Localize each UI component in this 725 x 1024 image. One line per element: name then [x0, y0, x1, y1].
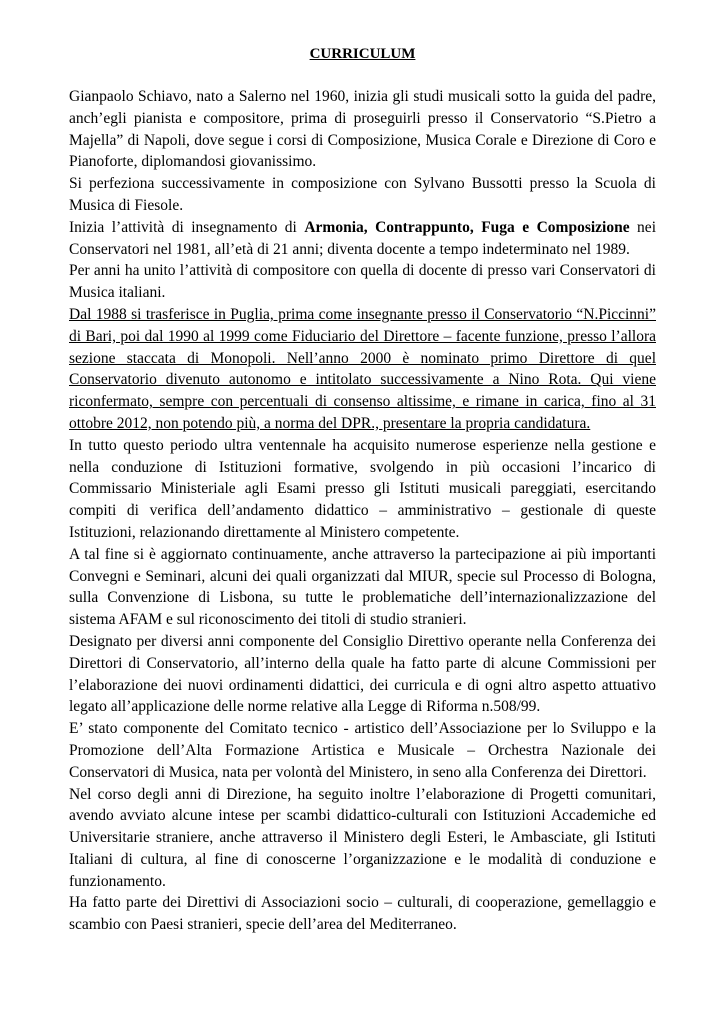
paragraph-aggiornamento: A tal fine si è aggiornato continuamente, anche attraverso la partecipazione ai più importanti Convegni e Seminari, alcuni dei quali organizzati dal MIUR, specie sul Processo di Bologna, sulla Convenzione di Lisbona, su tutte le problematiche dell’internazionalizzazione del sistema AFAM e sul riconoscimento dei titoli di studio stranieri. — [69, 545, 656, 629]
paragraph-associazioni: Ha fatto parte dei Direttivi di Associazioni socio – culturali, di cooperazione, gemellaggio e scambio con Paesi stranieri, specie dell’area del Mediterraneo. — [69, 894, 656, 934]
paragraph-comitato-tecnico: E’ stato componente del Comitato tecnico - artistico dell’Associazione per lo Sviluppo e la Promozione dell’Alta Formazione Artistica e Musicale – Orchestra Nazionale dei Conservatori di Musica, nata per volontà del Ministero, in seno alla Conferenza dei Direttori. — [69, 720, 656, 781]
document-title: CURRICULUM — [309, 46, 416, 62]
paragraph-esperienze-gestione: In tutto questo periodo ultra ventennale ha acquisito numerose esperienze nella gestione e nella conduzione di Istituzioni formative, svolgendo in più occasioni l’incarico di Commissario Ministeriale agli Esami presso gli Istituti musicali pareggiati, esercitando compiti di verifica dell’andamento didattico – amministrativo – gestionale di queste Istituzioni, relazionando direttamente al Ministero competente. — [69, 436, 656, 541]
paragraph-consiglio-direttivo: Designato per diversi anni componente del Consiglio Direttivo operante nella Conferenza dei Direttori di Conservatorio, all’interno della quale ha fatto parte di alcune Commissioni per l’elaborazione dei nuovi ordinamenti didattici, dei curricula e di ogni altro aspetto attuativo legato all’applicazione delle norme relative alla Legge di Riforma n.508/99. — [69, 632, 656, 716]
paragraph-progetti-comunitari: Nel corso degli anni di Direzione, ha seguito inoltre l’elaborazione di Progetti comunitari, avendo avviato alcune intese per scambi didattico-culturali con Istituzioni Accademiche ed Universitarie straniere, anche attraverso il Ministero degli Esteri, le Ambasciate, gli Istituti Italiani di cultura, al fine di conoscerne l’organizzazione e le modalità di conduzione e funzionamento. — [69, 785, 656, 890]
paragraph-compositore-docente: Per anni ha unito l’attività di compositore con quella di docente di presso vari Conservatori di Musica italiani. — [69, 262, 656, 302]
paragraph-insegnamento-text-start: Inizia l’attività di insegnamento di — [69, 218, 305, 236]
document-body — [69, 86, 656, 936]
paragraph-insegnamento-text-end: nei Conservatori nel 1981, all’età di 21 anni; diventa docente a tempo indeterminato nel 1989. — [69, 218, 656, 258]
subjects-bold: Armonia, Contrappunto, Fuga e Composizione — [304, 218, 630, 236]
paragraph-perfezionamento: Si perfeziona successivamente in composizione con Sylvano Bussotti presso la Scuola di Musica di Fiesole. — [69, 175, 656, 214]
paragraph-birth-education: Gianpaolo Schiavo, nato a Salerno nel 1960, inizia gli studi musicali sotto la guida del padre, anch’egli pianista e compositore, prima di proseguirli presso il Conservatorio “S.Pietro a Majella” di Napoli, dove segue i corsi di Composizione, Musica Corale e Direzione di Coro e Pianoforte, diplomandosi giovanissimo. — [69, 88, 656, 171]
paragraph-insegnamento — [69, 217, 656, 261]
paragraph-puglia-underlined: Dal 1988 si trasferisce in Puglia, prima come insegnante presso il Conservatorio “N.Piccinni” di Bari, poi dal 1990 al 1999 come Fiduciario del Direttore – facente funzione, presso l’allora sezione staccata di Monopoli. Nell’anno 2000 è nominato primo Direttore di quel Conservatorio divenuto autonomo e intitolato successivamente a Nino Rota. Qui viene riconfermato, sempre con percentuali di consenso altissime, e rimane in carica, fino al 31 ottobre 2012, non potendo più, a norma del DPR., presentare la propria candidatura. — [69, 305, 656, 432]
